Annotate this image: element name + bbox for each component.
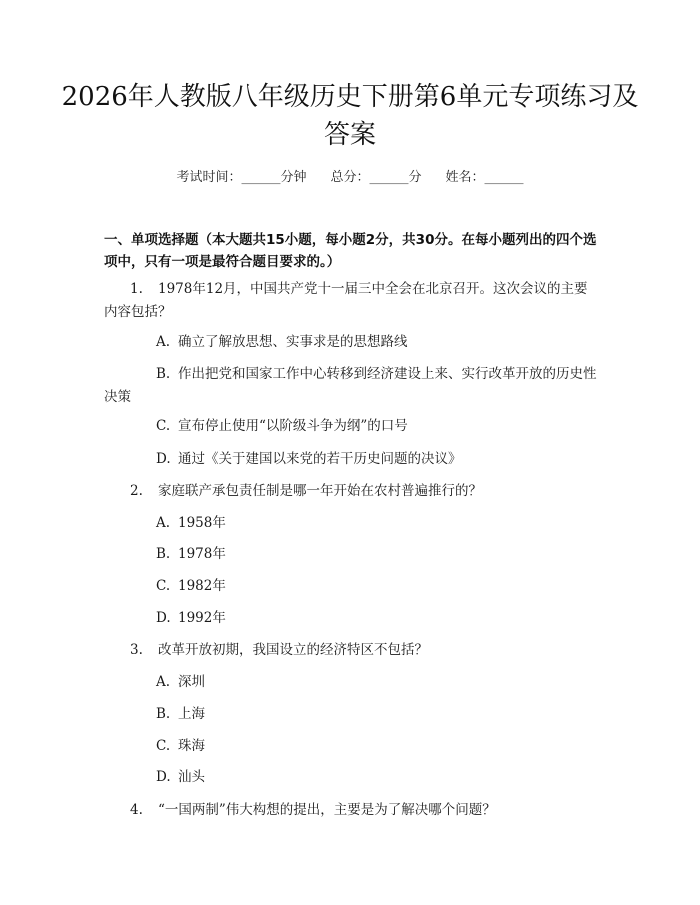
question-item [104,799,598,822]
option-item [104,512,598,535]
option-text: 宣布停止使用“以阶级斗争为纲”的口号 [178,418,408,434]
question-text: “一国两制”伟大构想的提出，主要是为了解决哪个问题？ [158,802,496,818]
question-item [104,278,598,324]
option-text: 通过《关于建国以来党的若干历史问题的决议》 [178,451,462,467]
option-letter: C. [156,738,171,754]
option-letter: C. [156,578,171,594]
document-title: 2026年人教版八年级历史下册第6单元专项练习及答案 [61,82,639,150]
option-letter: A. [156,334,171,350]
option-item [104,703,598,726]
option-text: 1978年 [178,546,226,562]
option-text: 珠海 [178,738,205,754]
total-score-field: 总分：______分 [330,170,422,185]
option-item [104,543,598,566]
option-text: 确立了解放思想、实事求是的思想路线 [178,334,408,350]
option-text: 作出把党和国家工作中心转移到经济建设上来、实行改革开放的历史性决策 [104,366,597,405]
option-text: 1958年 [178,515,226,531]
question-item [104,639,598,662]
option-letter: D. [156,769,171,785]
option-item [104,575,598,598]
option-text: 上海 [178,706,205,722]
question-number: 1. [130,281,143,297]
option-letter: A. [156,515,171,531]
option-item [104,363,598,409]
exam-info-line [0,168,700,188]
option-item [104,331,598,354]
option-item [104,735,598,758]
option-letter: B. [156,546,171,562]
question-text: 家庭联产承包责任制是哪一年开始在农村普遍推行的？ [158,483,482,499]
option-text: 汕头 [178,769,205,785]
question-item [104,480,598,503]
option-letter: C. [156,418,171,434]
question-number: 4. [130,802,143,818]
section-heading: 一、单项选择题（本大题共15小题，每小题2分，共30分。在每小题列出的四个选项中，只有一项是最符合题目要求的。） [104,232,597,270]
option-item [104,607,598,630]
question-number: 2. [130,483,143,499]
option-item [104,415,598,438]
option-letter: A. [156,674,171,690]
option-letter: B. [156,706,171,722]
question-text: 1978年12月，中国共产党十一届三中全会在北京召开。这次会议的主要内容包括？ [104,281,588,320]
exam-time-field: 考试时间：______分钟 [176,170,307,185]
option-item [104,766,598,789]
student-name-field: 姓名：______ [445,170,524,185]
question-text: 改革开放初期，我国设立的经济特区不包括？ [158,642,428,658]
question-number: 3. [130,642,143,658]
option-item [104,671,598,694]
option-item [104,448,598,471]
option-text: 1992年 [178,610,226,626]
option-letter: D. [156,451,171,467]
option-letter: D. [156,610,171,626]
option-letter: B. [156,366,171,382]
option-text: 1982年 [178,578,226,594]
option-text: 深圳 [178,674,205,690]
